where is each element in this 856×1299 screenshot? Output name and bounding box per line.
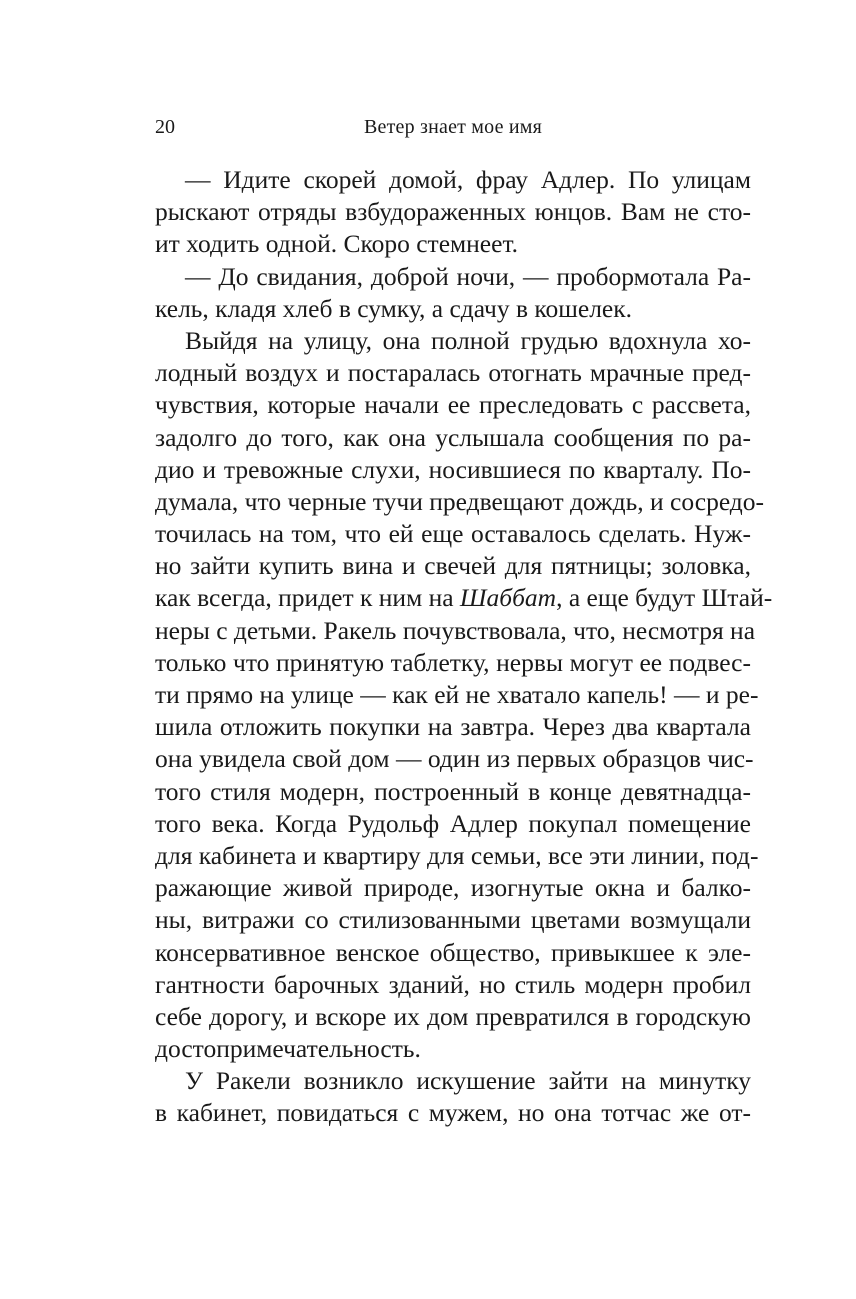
page-number: 20 xyxy=(155,116,175,138)
text-line: ражающие живой природе, изогнутые окна и балко- xyxy=(155,873,751,903)
text-line: чувствия, которые начали ее преследовать с рассвета, xyxy=(155,390,751,420)
text-line: точилась на том, что ей еще оставалось сделать. Нуж- xyxy=(155,519,751,549)
text-line: Выйдя на улицу, она полной грудью вдохнула хо- xyxy=(185,325,751,355)
text-line: дио и тревожные слухи, носившиеся по кварталу. По- xyxy=(155,454,751,484)
text-line: только что принятую таблетку, нервы могут ее подвес- xyxy=(155,647,751,677)
text-line: — Идите скорей домой, фрау Адлер. По улицам xyxy=(185,165,751,194)
text-line: рыскают отряды взбудораженных юнцов. Вам не сто- xyxy=(155,197,751,227)
text-line: но зайти купить вина и свечей для пятницы; золовка, xyxy=(155,551,751,581)
text-line: достопримечательность. xyxy=(155,1034,421,1064)
text-fragment: , а еще будут Штай- xyxy=(556,583,773,613)
text-line: ти прямо на улице — как ей не хватало капель! — и ре- xyxy=(155,680,759,709)
text-line: для кабинета и квартиру для семьи, все эти линии, под- xyxy=(155,840,759,870)
text-line: ны, витражи со стилизованными цветами возмущали xyxy=(155,905,751,935)
text-line: она увидела свой дом — один из первых образцов чис- xyxy=(155,744,754,774)
text-line: шила отложить покупки на завтра. Через два квартала xyxy=(155,712,751,742)
body-text xyxy=(155,164,773,1130)
text-line: консервативное венское общество, привыкшее к эле- xyxy=(155,937,751,967)
text-line: того века. Когда Рудольф Адлер покупал помещение xyxy=(155,808,751,838)
text-line: У Ракели возникло искушение зайти на минутку xyxy=(185,1066,751,1096)
text-line xyxy=(155,582,773,614)
italic-term: Шаббат xyxy=(459,583,557,613)
text-line: в кабинет, повидаться с мужем, но она тотчас же от- xyxy=(155,1098,751,1128)
text-line: себе дорогу, и вскоре их дом превратился в городскую xyxy=(155,1001,751,1031)
text-line: задолго до того, как она услышала сообщения по ра- xyxy=(155,422,751,452)
text-line: думала, что черные тучи предвещают дождь, и сосредо- xyxy=(155,486,765,516)
text-line: неры с детьми. Ракель почувствовала, что, несмотря на xyxy=(155,615,756,645)
text-fragment: как всегда, придет к ним на xyxy=(155,583,460,613)
text-line: того стиля модерн, построенный в конце девятнадца- xyxy=(155,776,751,806)
text-line: ит ходить одной. Скоро стемнеет. xyxy=(155,229,519,259)
text-line: лодный воздух и постаралась отогнать мрачные пред- xyxy=(155,358,751,388)
text-line: гантности барочных зданий, но стиль модерн пробил xyxy=(155,969,751,999)
page-header xyxy=(155,116,751,142)
running-title: Ветер знает мое имя xyxy=(363,116,543,138)
text-line: — До свидания, доброй ночи, — пробормотала Ра- xyxy=(185,261,751,291)
text-line: кель, кладя хлеб в сумку, а сдачу в кошелек. xyxy=(155,293,633,323)
